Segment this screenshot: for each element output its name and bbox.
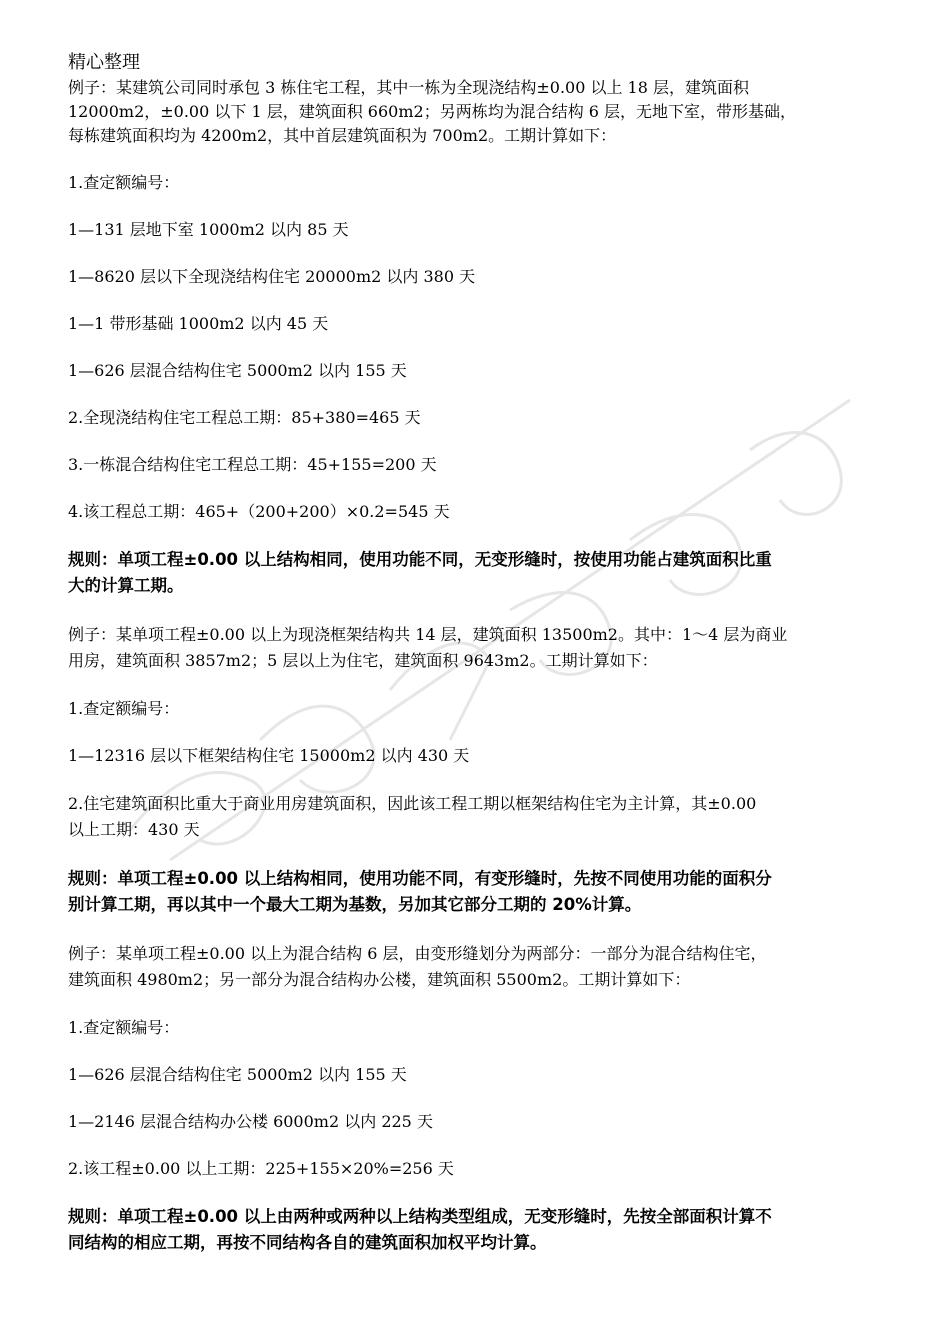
rule-line: 规则：单项工程±0.00 以上由两种或两种以上结构类型组成，无变形缝时，先按全部面积计算不 (68, 1207, 772, 1226)
list-item-multiline (68, 791, 888, 843)
list-item: 1—8620 层以下全现浇结构住宅 20000m2 以内 380 天 (68, 267, 476, 286)
list-item: 1.查定额编号： (68, 173, 180, 192)
list-item: 1—626 层混合结构住宅 5000m2 以内 155 天 (68, 361, 407, 380)
example-line: 建筑面积 4980m2；另一部分为混合结构办公楼，建筑面积 5500m2。工期计算如下： (68, 970, 691, 989)
list-item: 1—626 层混合结构住宅 5000m2 以内 155 天 (68, 1065, 407, 1084)
intro-paragraph (68, 76, 888, 148)
rule-line: 别计算工期，再以其中一个最大工期为基数，另加其它部分工期的 20%计算。 (68, 895, 642, 914)
example-line: 例子：某单项工程±0.00 以上为混合结构 6 层，由变形缝划分为两部分：一部分为混合结构住宅， (68, 944, 767, 963)
example-line: 例子：某单项工程±0.00 以上为现浇框架结构共 14 层，建筑面积 13500m2。其中：1～4 层为商业 (68, 625, 788, 644)
header-text: 精心整理 (68, 52, 140, 73)
rule-line: 规则：单项工程±0.00 以上结构相同，使用功能不同，无变形缝时，按使用功能占建筑面积比重 (68, 550, 772, 569)
list-item: 3.一栋混合结构住宅工程总工期：45+155=200 天 (68, 455, 437, 474)
list-item: 1—2146 层混合结构办公楼 6000m2 以内 225 天 (68, 1112, 433, 1131)
example-paragraph (68, 622, 888, 674)
example-paragraph (68, 941, 888, 993)
list-item: 1—1 带形基础 1000m2 以内 45 天 (68, 314, 329, 333)
intro-line: 12000m2，±0.00 以下 1 层，建筑面积 660m2；另两栋均为混合结构 6 层，无地下室，带形基础， (68, 102, 797, 121)
rule-paragraph (68, 547, 888, 599)
list-item: 1—131 层地下室 1000m2 以内 85 天 (68, 220, 349, 239)
rule-line: 大的计算工期。 (68, 576, 184, 595)
rule-line: 规则：单项工程±0.00 以上结构相同，使用功能不同，有变形缝时，先按不同使用功能的面积分 (68, 869, 772, 888)
rule-paragraph (68, 1204, 888, 1256)
list-item-line: 以上工期：430 天 (68, 820, 200, 839)
intro-line: 每栋建筑面积均为 4200m2，其中首层建筑面积为 700m2。工期计算如下： (68, 126, 617, 145)
example-line: 用房，建筑面积 3857m2；5 层以上为住宅，建筑面积 9643m2。工期计算如下： (68, 651, 658, 670)
list-item: 4.该工程总工期：465+（200+200）×0.2=545 天 (68, 502, 450, 521)
list-item: 1.查定额编号： (68, 699, 180, 718)
list-item-line: 2.住宅建筑面积比重大于商业用房建筑面积，因此该工程工期以框架结构住宅为主计算，其±0.00 (68, 794, 757, 813)
list-item: 1—12316 层以下框架结构住宅 15000m2 以内 430 天 (68, 746, 470, 765)
rule-paragraph (68, 866, 888, 918)
list-item: 2.全现浇结构住宅工程总工期：85+380=465 天 (68, 408, 421, 427)
rule-line: 同结构的相应工期，再按不同结构各自的建筑面积加权平均计算。 (68, 1233, 547, 1252)
list-item: 1.查定额编号： (68, 1018, 180, 1037)
document-body (68, 50, 888, 1279)
list-item: 2.该工程±0.00 以上工期：225+155×20%=256 天 (68, 1159, 454, 1178)
intro-line: 例子：某建筑公司同时承包 3 栋住宅工程，其中一栋为全现浇结构±0.00 以上 18 层，建筑面积 (68, 78, 750, 97)
